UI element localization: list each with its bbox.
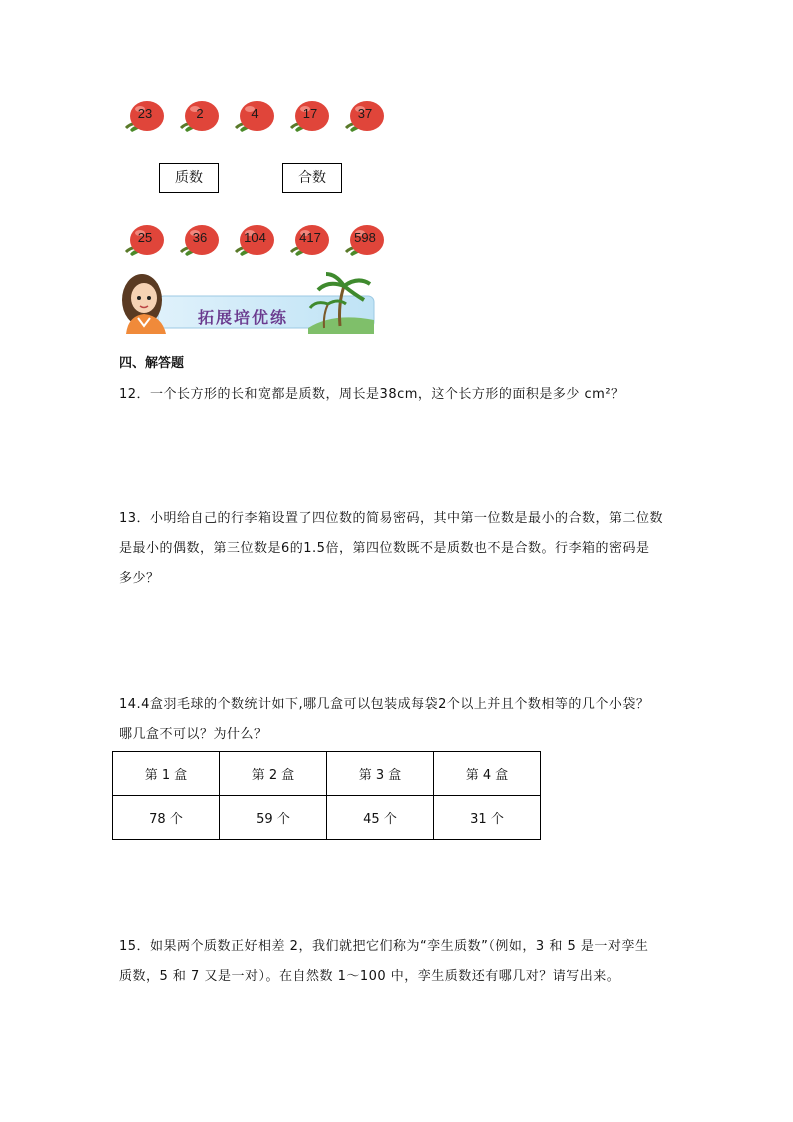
question-12-text: 12．一个长方形的长和宽都是质数，周长是38cm，这个长方形的面积是多少 cm²？ [119,387,625,402]
table-header-cell: 第 1 盒 [113,752,220,796]
peach-number: 4 [251,106,259,121]
peach-card[interactable] [287,222,331,258]
prime-box[interactable]: 质数 [159,163,219,193]
peach-number: 417 [299,230,321,245]
banner-title: 拓展培优练 [198,308,289,327]
peach-card[interactable] [342,98,386,134]
table-cell: 31 个 [434,796,541,840]
question-14-line-2: 哪几盒不可以？为什么？ [119,727,268,742]
table-row [113,796,541,840]
peach-number: 2 [196,106,204,121]
table-cell: 45 个 [327,796,434,840]
question-13-line-2: 是最小的偶数，第三位数是6的1.5倍，第四位数既不是质数也不是合数。行李箱的密码是 [119,541,650,556]
question-13-line-3: 多少？ [119,571,160,586]
table-header-cell: 第 3 盒 [327,752,434,796]
peach-number: 37 [357,106,373,121]
peach-card[interactable] [177,222,221,258]
peach-card[interactable] [287,98,331,134]
extension-banner [118,268,376,336]
table-row [113,752,541,796]
table-cell: 78 个 [113,796,220,840]
table-header-cell: 第 2 盒 [220,752,327,796]
peach-number: 17 [302,106,318,121]
question-12 [119,380,679,410]
peach-card[interactable] [232,222,276,258]
peach-row-bottom [120,222,440,262]
question-13 [119,504,679,594]
peach-card[interactable] [177,98,221,134]
shuttlecock-table [112,751,541,840]
peach-number: 23 [137,106,153,121]
peach-card[interactable] [342,222,386,258]
question-15 [119,932,679,992]
peach-number: 25 [137,230,153,245]
peach-number: 598 [354,230,376,245]
composite-box[interactable]: 合数 [282,163,342,193]
question-13-line-1: 13．小明给自己的行李箱设置了四位数的简易密码，其中第一位数是最小的合数，第二位数 [119,511,664,526]
question-15-line-2: 质数，5 和 7 又是一对）。在自然数 1～100 中，孪生质数还有哪几对？请写出来。 [119,969,621,984]
question-14 [119,690,679,750]
peach-card[interactable] [232,98,276,134]
table-cell: 59 个 [220,796,327,840]
question-15-line-1: 15．如果两个质数正好相差 2，我们就把它们称为“孪生质数”（例如，3 和 5 是一对孪生 [119,939,649,954]
peach-number: 104 [244,230,266,245]
peach-number: 36 [192,230,208,245]
table-header-cell: 第 4 盒 [434,752,541,796]
peach-card[interactable] [122,222,166,258]
question-14-line-1: 14.4盒羽毛球的个数统计如下,哪几盒可以包装成每袋2个以上并且个数相等的几个小袋？ [119,697,650,712]
section-title: 四、解答题 [119,356,185,371]
peach-row-top [120,98,440,138]
peach-card[interactable] [122,98,166,134]
